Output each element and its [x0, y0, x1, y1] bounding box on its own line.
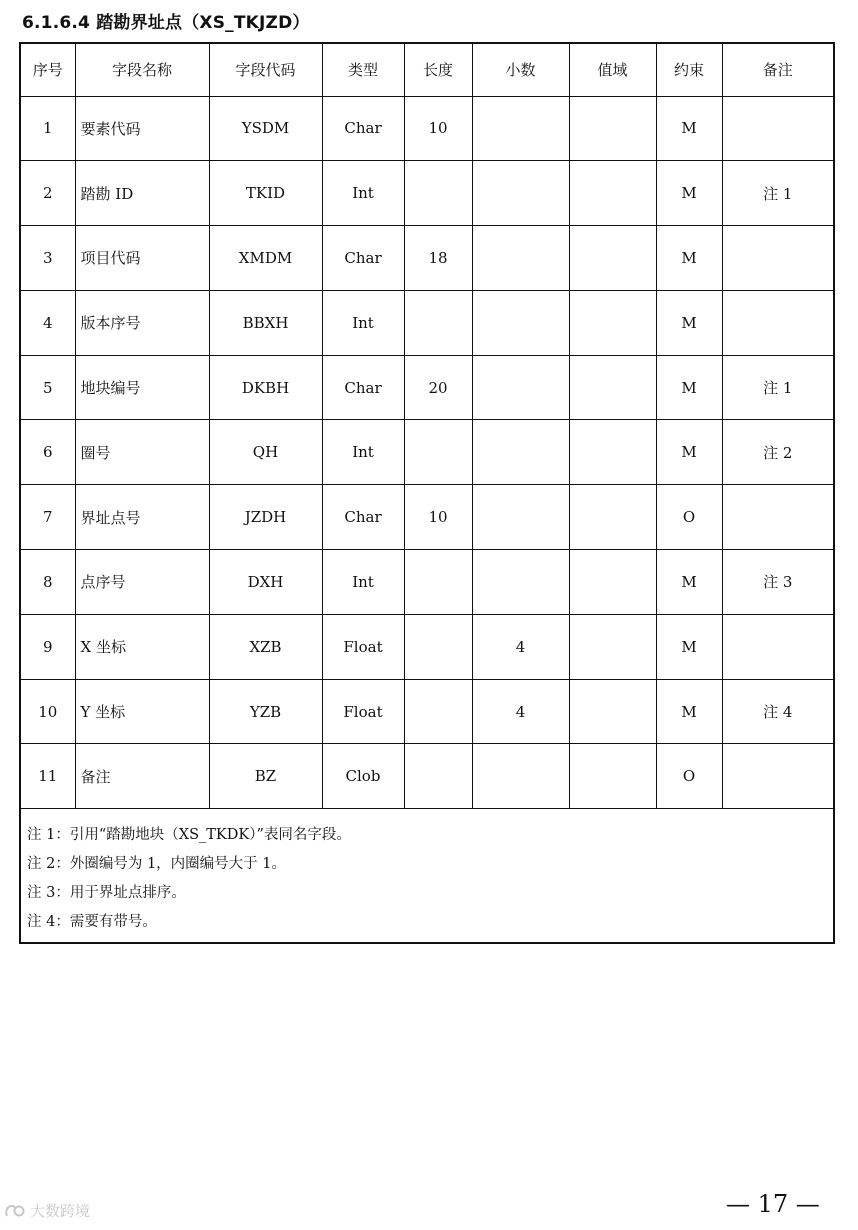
- cell-remark: 注 1: [722, 161, 833, 226]
- cell-field-name: 圈号: [75, 420, 209, 485]
- header-field-code: 字段代码: [209, 44, 322, 96]
- cell-constraint: M: [656, 420, 722, 485]
- header-constraint: 约束: [656, 44, 722, 96]
- cell-constraint: M: [656, 614, 722, 679]
- cell-constraint: M: [656, 550, 722, 615]
- cell-type: Float: [322, 614, 404, 679]
- cell-constraint: M: [656, 226, 722, 291]
- cell-decimal: [472, 96, 569, 161]
- header-type: 类型: [322, 44, 404, 96]
- watermark: [4, 1200, 90, 1221]
- cell-index: 3: [21, 226, 75, 291]
- cell-value-domain: [569, 550, 656, 615]
- cell-constraint: M: [656, 290, 722, 355]
- cell-constraint: M: [656, 96, 722, 161]
- cell-remark: 注 1: [722, 355, 833, 420]
- cell-field-code: YSDM: [209, 96, 322, 161]
- cell-decimal: [472, 550, 569, 615]
- header-decimal: 小数: [472, 44, 569, 96]
- cell-constraint: O: [656, 744, 722, 809]
- cell-type: Char: [322, 485, 404, 550]
- table-row: [21, 485, 833, 550]
- table-row: [21, 96, 833, 161]
- cell-field-name: 项目代码: [75, 226, 209, 291]
- table-row: [21, 550, 833, 615]
- note-2: 注 2：外圈编号为 1，内圈编号大于 1。: [27, 856, 287, 873]
- cell-field-name: Y 坐标: [75, 679, 209, 744]
- table-row: [21, 355, 833, 420]
- note-1: 注 1：引用“踏勘地块（XS_TKDK）”表同名字段。: [27, 827, 351, 844]
- cell-index: 10: [21, 679, 75, 744]
- cell-field-code: JZDH: [209, 485, 322, 550]
- cell-type: Char: [322, 355, 404, 420]
- cell-length: [404, 679, 472, 744]
- cell-constraint: M: [656, 161, 722, 226]
- field-definition-table: [21, 44, 833, 809]
- cell-decimal: [472, 420, 569, 485]
- cell-type: Clob: [322, 744, 404, 809]
- cell-index: 9: [21, 614, 75, 679]
- cell-field-code: YZB: [209, 679, 322, 744]
- cell-index: 5: [21, 355, 75, 420]
- cell-value-domain: [569, 226, 656, 291]
- cell-decimal: [472, 226, 569, 291]
- cell-length: 10: [404, 485, 472, 550]
- cell-value-domain: [569, 161, 656, 226]
- watermark-text: 大数跨境: [30, 1202, 91, 1220]
- section-heading: 6.1.6.4 踏勘界址点（XS_TKJZD）: [22, 13, 310, 33]
- cell-index: 8: [21, 550, 75, 615]
- cell-value-domain: [569, 420, 656, 485]
- header-field-name: 字段名称: [75, 44, 209, 96]
- header-value-domain: 值域: [569, 44, 656, 96]
- table-row: [21, 614, 833, 679]
- cell-index: 4: [21, 290, 75, 355]
- note-4: 注 4：需要有带号。: [27, 914, 157, 931]
- cell-decimal: 4: [472, 614, 569, 679]
- cell-field-code: XZB: [209, 614, 322, 679]
- cell-field-code: XMDM: [209, 226, 322, 291]
- cell-field-name: 要素代码: [75, 96, 209, 161]
- cell-type: Float: [322, 679, 404, 744]
- cell-field-name: 地块编号: [75, 355, 209, 420]
- cell-length: 18: [404, 226, 472, 291]
- cell-type: Int: [322, 550, 404, 615]
- cell-decimal: 4: [472, 679, 569, 744]
- cell-remark: [722, 290, 833, 355]
- cell-field-name: 版本序号: [75, 290, 209, 355]
- cell-decimal: [472, 485, 569, 550]
- table-row: [21, 226, 833, 291]
- cell-value-domain: [569, 679, 656, 744]
- cell-index: 6: [21, 420, 75, 485]
- cell-constraint: M: [656, 679, 722, 744]
- cell-decimal: [472, 290, 569, 355]
- table-row: [21, 420, 833, 485]
- cell-length: 10: [404, 96, 472, 161]
- cell-type: Int: [322, 420, 404, 485]
- cell-remark: [722, 614, 833, 679]
- table-row: [21, 161, 833, 226]
- cell-remark: 注 2: [722, 420, 833, 485]
- cell-remark: [722, 226, 833, 291]
- cell-type: Int: [322, 161, 404, 226]
- cell-length: [404, 420, 472, 485]
- cell-value-domain: [569, 744, 656, 809]
- cell-field-code: BBXH: [209, 290, 322, 355]
- cell-field-code: QH: [209, 420, 322, 485]
- cell-value-domain: [569, 96, 656, 161]
- table-header-row: [21, 44, 833, 96]
- cell-field-name: X 坐标: [75, 614, 209, 679]
- cell-field-code: DKBH: [209, 355, 322, 420]
- cell-field-code: BZ: [209, 744, 322, 809]
- table-notes: [21, 809, 833, 937]
- cell-value-domain: [569, 614, 656, 679]
- cell-constraint: M: [656, 355, 722, 420]
- cell-field-code: DXH: [209, 550, 322, 615]
- cell-field-code: TKID: [209, 161, 322, 226]
- cell-remark: 注 4: [722, 679, 833, 744]
- cell-field-name: 点序号: [75, 550, 209, 615]
- watermark-logo-icon: [4, 1203, 26, 1219]
- header-index: 序号: [21, 44, 75, 96]
- cell-length: 20: [404, 355, 472, 420]
- cell-field-name: 界址点号: [75, 485, 209, 550]
- cell-value-domain: [569, 485, 656, 550]
- cell-value-domain: [569, 290, 656, 355]
- cell-constraint: O: [656, 485, 722, 550]
- cell-remark: 注 3: [722, 550, 833, 615]
- table-row: [21, 744, 833, 809]
- cell-decimal: [472, 161, 569, 226]
- cell-field-name: 备注: [75, 744, 209, 809]
- cell-index: 1: [21, 96, 75, 161]
- cell-type: Int: [322, 290, 404, 355]
- header-length: 长度: [404, 44, 472, 96]
- cell-remark: [722, 744, 833, 809]
- field-table-container: [19, 42, 835, 944]
- note-3: 注 3：用于界址点排序。: [27, 885, 186, 902]
- cell-length: [404, 744, 472, 809]
- table-row: [21, 290, 833, 355]
- page-number: — 17 —: [726, 1190, 820, 1218]
- cell-remark: [722, 485, 833, 550]
- cell-length: [404, 614, 472, 679]
- cell-index: 11: [21, 744, 75, 809]
- cell-type: Char: [322, 226, 404, 291]
- table-row: [21, 679, 833, 744]
- cell-type: Char: [322, 96, 404, 161]
- cell-decimal: [472, 744, 569, 809]
- cell-decimal: [472, 355, 569, 420]
- cell-length: [404, 161, 472, 226]
- cell-index: 2: [21, 161, 75, 226]
- cell-length: [404, 550, 472, 615]
- cell-value-domain: [569, 355, 656, 420]
- cell-length: [404, 290, 472, 355]
- cell-index: 7: [21, 485, 75, 550]
- cell-field-name: 踏勘 ID: [75, 161, 209, 226]
- cell-remark: [722, 96, 833, 161]
- header-remark: 备注: [722, 44, 833, 96]
